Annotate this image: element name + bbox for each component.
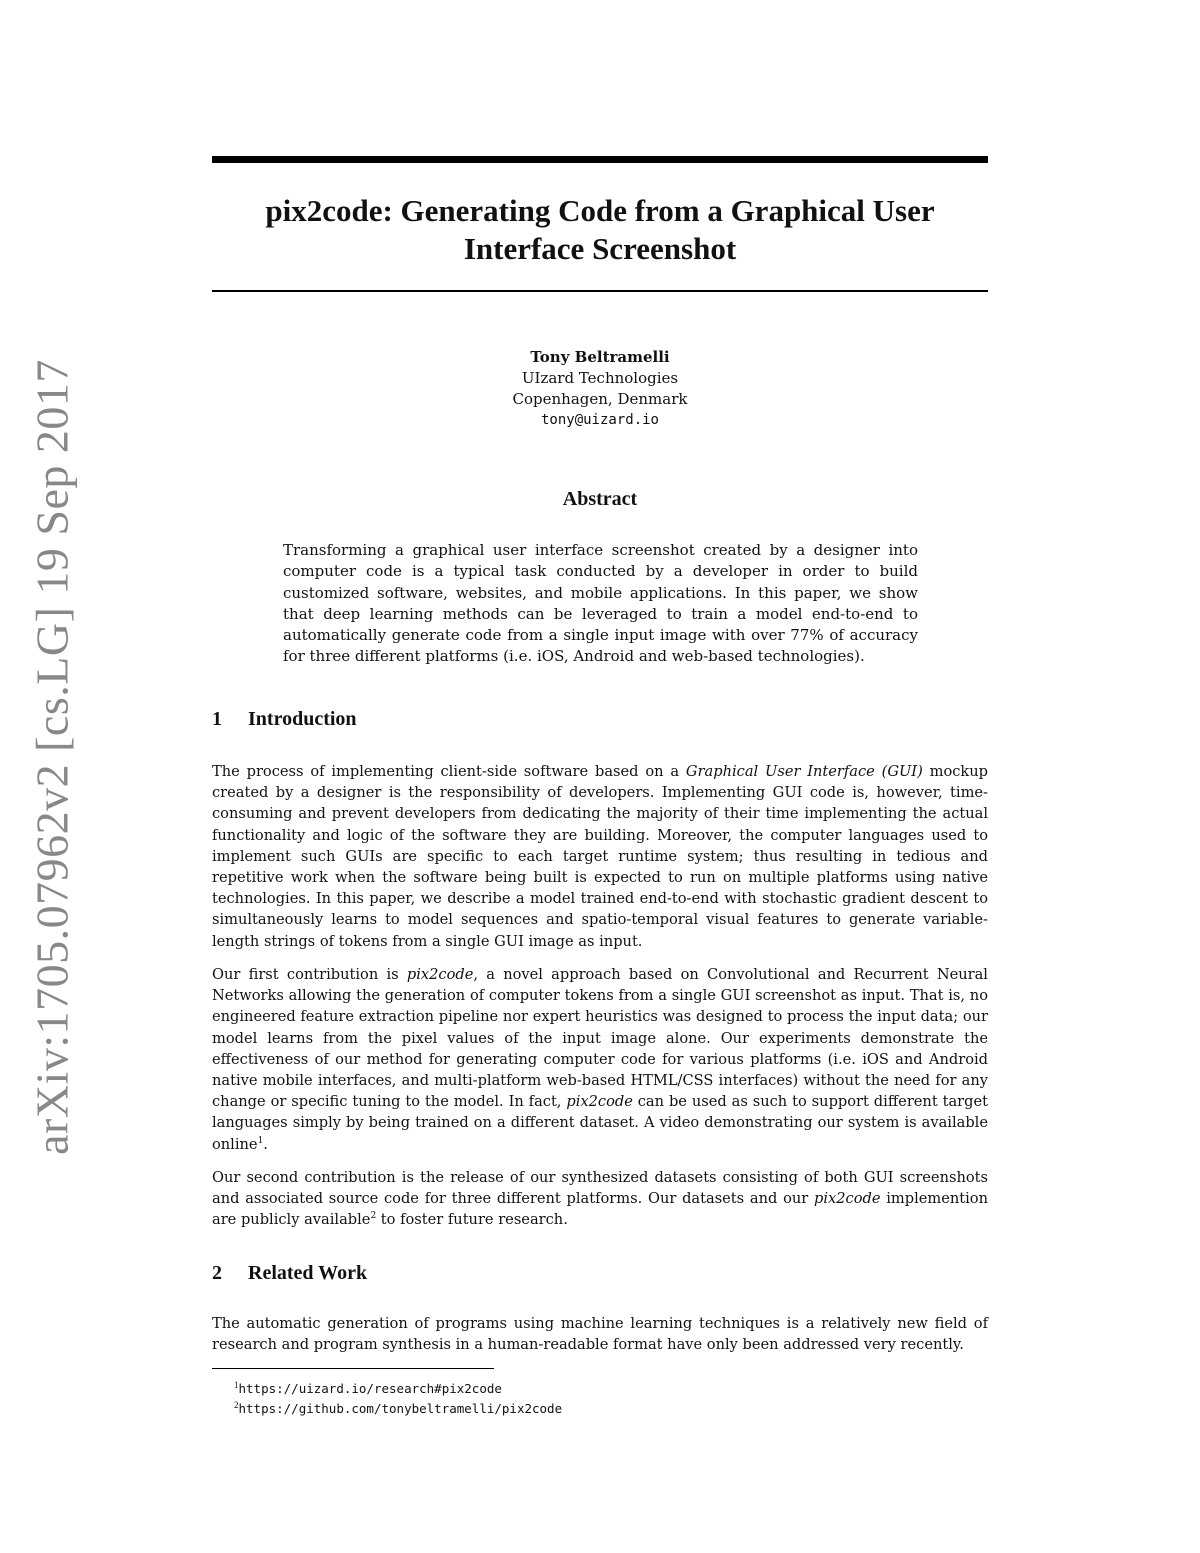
text-run: can be used as such to support different target languages simply by being trained on a different dataset. A video demonstrating our system is available online: [212, 1093, 988, 1153]
abstract-text: Transforming a graphical user interface screenshot created by a designer into computer code is a typical task conducted by a developer in order to build customized software, websites, and mobile applications. In this paper, we show that deep learning methods can be leveraged to train a model end-to-end to automatically generate code from a single input image with over 77% of accuracy for three different platforms (i.e. iOS, Android and web-based technologies).: [283, 541, 918, 666]
title-line-2: Interface Screenshot: [463, 231, 737, 266]
author-email: tony@uizard.io: [540, 412, 659, 428]
section-number: 2: [212, 1262, 222, 1284]
intro-paragraph-3: [212, 1167, 988, 1231]
text-run: , a novel approach based on Convolutional and Recurrent Neural Networks allowing the generation of computer tokens from a single GUI screenshot as input. That is, no engineered feature extraction pipeline nor expert heuristics was designed to process the input data; our model learns from the pixel values of the input image alone. Our experiments demonstrate the effectiveness of our method for generating computer code for various platforms (i.e. iOS and Android native mobile interfaces, and multi-platform web-based HTML/CSS interfaces) without the need for any change or specific tuning to the model. In fact,: [212, 966, 988, 1111]
abstract-heading: Abstract: [562, 488, 638, 510]
text-run: to foster future research.: [376, 1211, 568, 1229]
title-bottom-rule: [212, 290, 988, 292]
emphasis-text: Graphical User Interface (GUI): [685, 763, 923, 780]
author-name: Tony Beltramelli: [530, 348, 670, 366]
footnote-mark-1: 1: [257, 1135, 264, 1146]
title-line-1: pix2code: Generating Code from a Graphical User: [265, 193, 935, 228]
emphasis-text: pix2code: [406, 966, 474, 983]
emphasis-text: pix2code: [814, 1190, 881, 1208]
section-title: Related Work: [248, 1262, 368, 1284]
text-run: implemention are publicly available: [212, 1190, 988, 1229]
text-run: Our first contribution is: [212, 966, 407, 983]
related-work-paragraph-1: The automatic generation of programs using machine learning techniques is a relatively new field of research and program synthesis in a human-readable format have only been addressed very recently.: [212, 1315, 988, 1354]
emphasis-text: pix2code: [566, 1093, 633, 1111]
text-run: The process of implementing client-side software based on a: [212, 763, 686, 780]
section-title: Introduction: [248, 708, 357, 730]
footnote-mark-2: 2: [370, 1211, 377, 1222]
author-location: Copenhagen, Denmark: [512, 390, 688, 408]
paper-title: [212, 192, 988, 268]
author-block: [212, 347, 988, 431]
text-run: mockup created by a designer is the responsibility of developers. Implementing GUI code is, however, time-consuming and prevent developers from dedicating the majority of their time implementing the actual functionality and logic of the software they are building. Moreover, the computer languages used to implement such GUIs are specific to each target runtime system; thus resulting in tedious and repetitive work when the software being built is expected to run on multiple platforms using native technologies. In this paper, we describe a model trained end-to-end with stochastic gradient descent to simultaneously learns to model sequences and spatio-temporal visual features to generate variable-length strings of tokens from a single GUI image as input.: [212, 763, 989, 950]
footnote-rule: [212, 1368, 494, 1369]
footnote-url-link[interactable]: https://github.com/tonybeltramelli/pix2code: [238, 1401, 563, 1417]
section-number: 1: [212, 708, 222, 730]
intro-paragraph-1: [212, 761, 988, 952]
footnote-1: [234, 1377, 502, 1397]
text-run: .: [263, 1135, 268, 1153]
footnote-number: 1: [234, 1380, 239, 1390]
intro-paragraph-2: [212, 964, 988, 1155]
footnote-2: [234, 1397, 562, 1417]
section-heading-introduction: [212, 708, 357, 731]
section-heading-related-work: [212, 1262, 367, 1285]
author-affiliation: UIzard Technologies: [521, 369, 679, 387]
text-run: Our second contribution is the release of our synthesized datasets consisting of both GUI screenshots and associated source code for three different platforms. Our datasets and our: [212, 1169, 988, 1208]
arxiv-identifier-stamp: arXiv:1705.07962v2 [cs.LG] 19 Sep 2017: [26, 359, 78, 1155]
footnote-number: 2: [234, 1400, 239, 1410]
title-top-rule: [212, 156, 988, 163]
footnote-url-link[interactable]: https://uizard.io/research#pix2code: [238, 1381, 502, 1397]
